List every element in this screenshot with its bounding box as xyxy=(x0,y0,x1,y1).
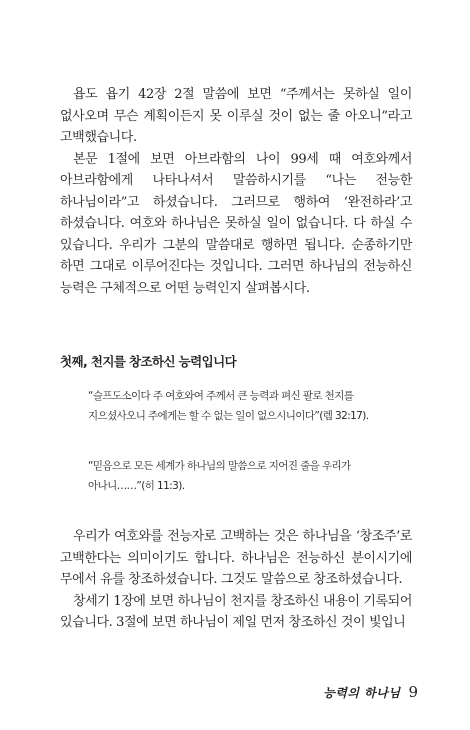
page-number: 9 xyxy=(408,683,418,701)
paragraph-genesis: 창세기 1장에 보면 하나님이 천지를 창조하신 내용이 기록되어 있습니다. 3절에 보면 하나님이 제일 먼저 창조하신 것이 빛입니 xyxy=(60,593,412,630)
scripture-quote-jeremiah: “슬프도소이다 주 여호와여 주께서 큰 능력과 펴신 팔로 천지를 지으셨사오니 주에게는 할 수 없는 일이 없으시니이다”(렘 32:17). xyxy=(88,390,369,422)
running-title: 능력의 하나님 xyxy=(323,686,401,700)
paragraph-almighty-god: 본문 1절에 보면 아브라함의 나이 99세 때 여호와께서 아브라함에게 나타나셔서 말씀하시기를 “나는 전능한 하나님이라”고 하셨습니다. 그러므로 행하여 ‘완전하라’고 하셨습니다. 여호와 하나님은 못하실 일이 없습니다. 다 하실 수 있습니다. 우리가 그분의 말씀대로 행하면 됩니다. 순종하기만 하면 그대로 이루어진다는 것입니다. 그러면 하나님의 전능하신 능력은 구체적으로 어떤 능력인지 살펴봅시다. xyxy=(60,151,412,296)
section-heading: 첫째, 천지를 창조하신 능력입니다 xyxy=(60,354,237,369)
scripture-quote-hebrews: “믿음으로 모든 세계가 하나님의 말씀으로 지어진 줄을 우리가 아나니……”(히 11:3). xyxy=(88,460,351,492)
body-text-bottom xyxy=(60,526,412,634)
page-footer xyxy=(323,683,418,701)
paragraph-job-confession: 욥도 욥기 42장 2절 말씀에 보면 “주께서는 못하실 일이 없사오며 무슨 계획이든지 못 이루실 것이 없는 줄 아오니”라고 고백했습니다. xyxy=(60,87,412,145)
paragraph-creator-confession: 우리가 여호와를 전능자로 고백하는 것은 하나님을 ‘창조주’로 고백한다는 의미이기도 합니다. 하나님은 전능하신 분이시기에 무에서 유를 창조하셨습니다. 그것도 말씀으로 창조하셨습니다. xyxy=(60,529,412,587)
body-text-top xyxy=(60,84,412,299)
